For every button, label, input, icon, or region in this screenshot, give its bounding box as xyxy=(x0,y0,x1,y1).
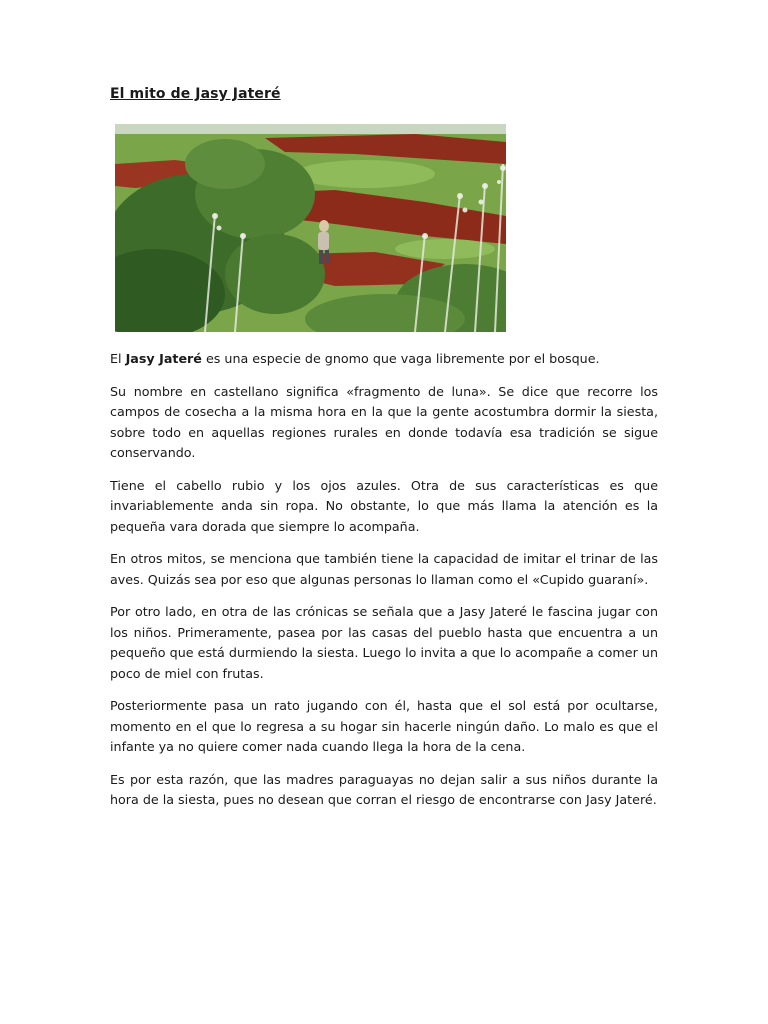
paragraph: En otros mitos, se menciona que también tiene la capacidad de imitar el trinar de las aves. Quizás sea por eso que algunas personas lo llaman como el «Cupido guaraní». xyxy=(110,551,658,587)
page-title: El mito de Jasy Jateré xyxy=(110,86,281,102)
paragraph: Tiene el cabello rubio y los ojos azules. Otra de sus características es que invariablemente anda sin ropa. No obstante, lo que más llama la atención es la pequeña vara dorada que siempre lo acompaña. xyxy=(110,477,658,534)
paragraph: Posteriormente pasa un rato jugando con él, hasta que el sol está por ocultarse, momento en el que lo regresa a su hogar sin hacerle ningún daño. Lo malo es que el infante ya no quiere comer nada cuando llega la hora de la cena. xyxy=(110,698,658,754)
paragraph: Por otro lado, en otra de las crónicas se señala que a Jasy Jateré le fascina jugar con los niños. Primeramente, pasea por las casas del pueblo hasta que encuentra a un pequeño que está durmiendo la siesta. Luego lo invita a que lo acompañe a comer un poco de miel con frutas. xyxy=(110,604,658,681)
paragraph: Su nombre en castellano significa «fragmento de luna». Se dice que recorre los campos de cosecha a la misma hora en la que la gente acostumbra dormir la siesta, sobre todo en aquellas regiones rurales en donde todavía esa tradición se sigue conservando. xyxy=(110,383,658,460)
paragraph-intro: El Jasy Jateré es una especie de gnomo que vaga libremente por el bosque. xyxy=(110,351,600,366)
landscape-photo xyxy=(115,124,506,332)
bold-name: Jasy Jateré xyxy=(125,351,202,366)
paragraph: Es por esta razón, que las madres paraguayas no dejan salir a sus niños durante la hora de la siesta, pues no desean que corran el riesgo de encontrarse con Jasy Jateré. xyxy=(110,771,658,807)
document-page xyxy=(110,86,658,823)
